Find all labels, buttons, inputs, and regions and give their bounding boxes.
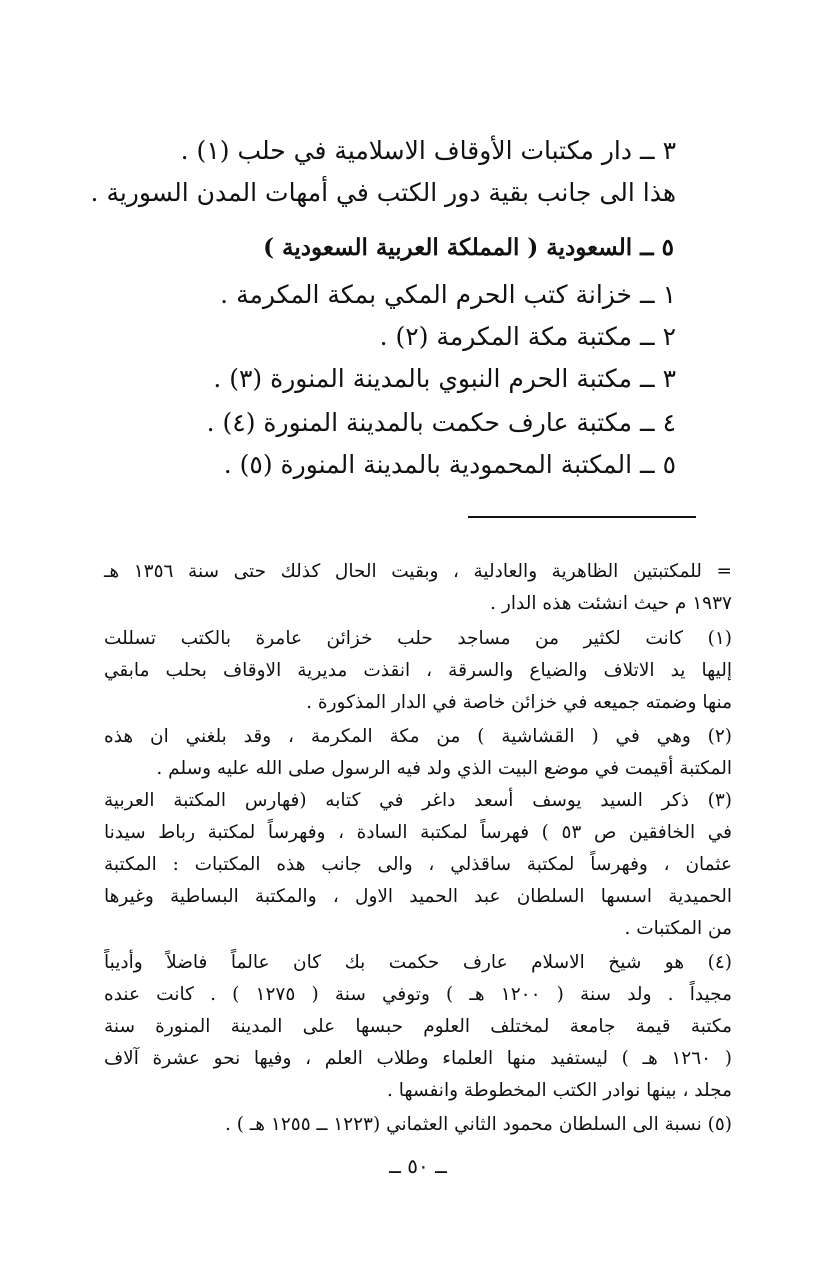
body-line-arif-hikmat: ٤ ــ مكتبة عارف حكمت بالمدينة المنورة (٤) . xyxy=(206,408,676,437)
footnote-4-line: مجيداً . ولد سنة ( ١٢٠٠ هـ ) وتوفي سنة ( ١٢٧٥ ) . كانت عنده xyxy=(104,984,732,1005)
footnote-3-line: الحميدية اسسها السلطان عبد الحميد الاول ، والمكتبة البساطية وغيرها xyxy=(104,886,732,907)
footnote-1-line: (١) كانت لكثير من مساجد حلب خزائن عامرة بالكتب تسللت xyxy=(104,628,732,649)
footnote-1-line: منها وضمته جميعه في خزائن خاصة في الدار المذكورة . xyxy=(306,692,732,713)
footnote-line: = للمكتبتين الظاهرية والعادلية ، وبقيت الحال كذلك حتى سنة ١٣٥٦ هـ xyxy=(104,561,732,582)
body-line-haram-nabawi: ٣ ــ مكتبة الحرم النبوي بالمدينة المنورة (٣) . xyxy=(213,364,676,393)
body-line-makkah-library: ٢ ــ مكتبة مكة المكرمة (٢) . xyxy=(379,322,676,351)
footnote-2-line: (٢) وهي في ( القشاشية ) من مكة المكرمة ، وقد بلغني ان هذه xyxy=(104,726,732,747)
page-number: ــ ٥٠ ــ xyxy=(389,1154,447,1178)
footnote-4-line: مجلد ، بينها نوادر الكتب المخطوطة وانفسها . xyxy=(387,1080,732,1101)
footnote-2-line: المكتبة أقيمت في موضع البيت الذي ولد فيه الرسول صلى الله عليه وسلم . xyxy=(156,758,732,779)
footnote-3-line: في الخافقين ص ٥٣ ) فهرساً لمكتبة السادة ، وفهرساً لمكتبة رباط سيدنا xyxy=(104,822,732,843)
footnote-3-line: (٣) ذكر السيد يوسف أسعد داغر في كتابه (فهارس المكتبة العربية xyxy=(104,790,732,811)
footnote-5-line: (٥) نسبة الى السلطان محمود الثاني العثماني (١٢٢٣ ــ ١٢٥٥ هـ ) . xyxy=(224,1114,732,1135)
footnote-4-line: مكتبة قيمة جامعة لمختلف العلوم حبسها على المدينة المنورة سنة xyxy=(104,1016,732,1037)
footnote-3-line: من المكتبات . xyxy=(624,918,732,939)
body-line-mahmudiyya: ٥ ــ المكتبة المحمودية بالمدينة المنورة (٥) . xyxy=(223,450,676,479)
footnote-separator xyxy=(468,516,696,518)
body-line-syrian-cities: هذا الى جانب بقية دور الكتب في أمهات المدن السورية . xyxy=(90,178,676,207)
section-heading-saudi: ٥ ــ السعودية ( المملكة العربية السعودية ) xyxy=(263,234,674,261)
footnote-4-line: ( ١٢٦٠ هـ ) ليستفيد منها العلماء وطلاب العلم ، وفيها نحو عشرة آلاف xyxy=(104,1048,732,1069)
footnote-3-line: عثمان ، وفهرساً لمكتبة ساقذلي ، والى جانب هذه المكتبات : المكتبة xyxy=(104,854,732,875)
footnote-1-line: إليها يد الاتلاف والضياع والسرقة ، انقذت مديرية الاوقاف بحلب مابقي xyxy=(104,660,732,681)
body-line-haram-makki: ١ ــ خزانة كتب الحرم المكي بمكة المكرمة . xyxy=(220,280,676,309)
footnote-line: ١٩٣٧ م حيث انشئت هذه الدار . xyxy=(490,593,732,614)
footnote-4-line: (٤) هو شيخ الاسلام عارف حكمت بك كان عالماً فاضلاً وأديباً xyxy=(104,952,732,973)
body-line-library-aleppo: ٣ ــ دار مكتبات الأوقاف الاسلامية في حلب (١) . xyxy=(180,136,676,165)
